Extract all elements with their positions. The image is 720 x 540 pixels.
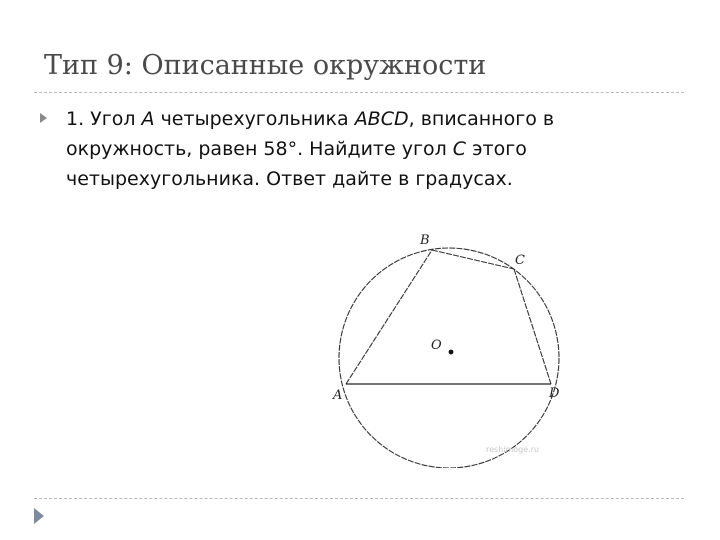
quadrilateral-name: ABCD	[354, 108, 409, 130]
next-slide-arrow-icon[interactable]	[34, 508, 44, 524]
center-point	[449, 350, 454, 355]
angle-a-label: A	[141, 108, 155, 130]
vertex-b-label: B	[420, 233, 430, 248]
geometry-figure	[330, 228, 560, 473]
slide-title: Тип 9: Описанные окружности	[44, 50, 487, 81]
inscribed-quadrilateral-diagram	[330, 228, 560, 468]
side-bc	[432, 250, 514, 269]
center-o-label: O	[431, 338, 442, 353]
watermark-text: reshimoge.ru	[486, 445, 540, 454]
problem-part-1: 1. Угол	[66, 108, 142, 130]
vertex-d-label: D	[549, 386, 560, 401]
problem-part-3: , вписанного в окружность, равен 58°. Найдите угол	[66, 108, 555, 160]
circumscribed-circle	[339, 248, 559, 468]
title-divider	[34, 92, 684, 93]
side-ab	[346, 250, 432, 384]
vertex-c-label: C	[515, 253, 525, 268]
problem-text	[66, 104, 626, 194]
vertex-a-label: A	[333, 388, 343, 403]
bottom-divider	[34, 498, 684, 499]
problem-part-4: этого четырехугольника. Ответ дайте в градусах.	[66, 138, 527, 190]
problem-part-2: четырехугольника	[154, 108, 355, 130]
angle-c-label: C	[452, 138, 467, 160]
triangle-bullet-icon	[40, 113, 47, 123]
